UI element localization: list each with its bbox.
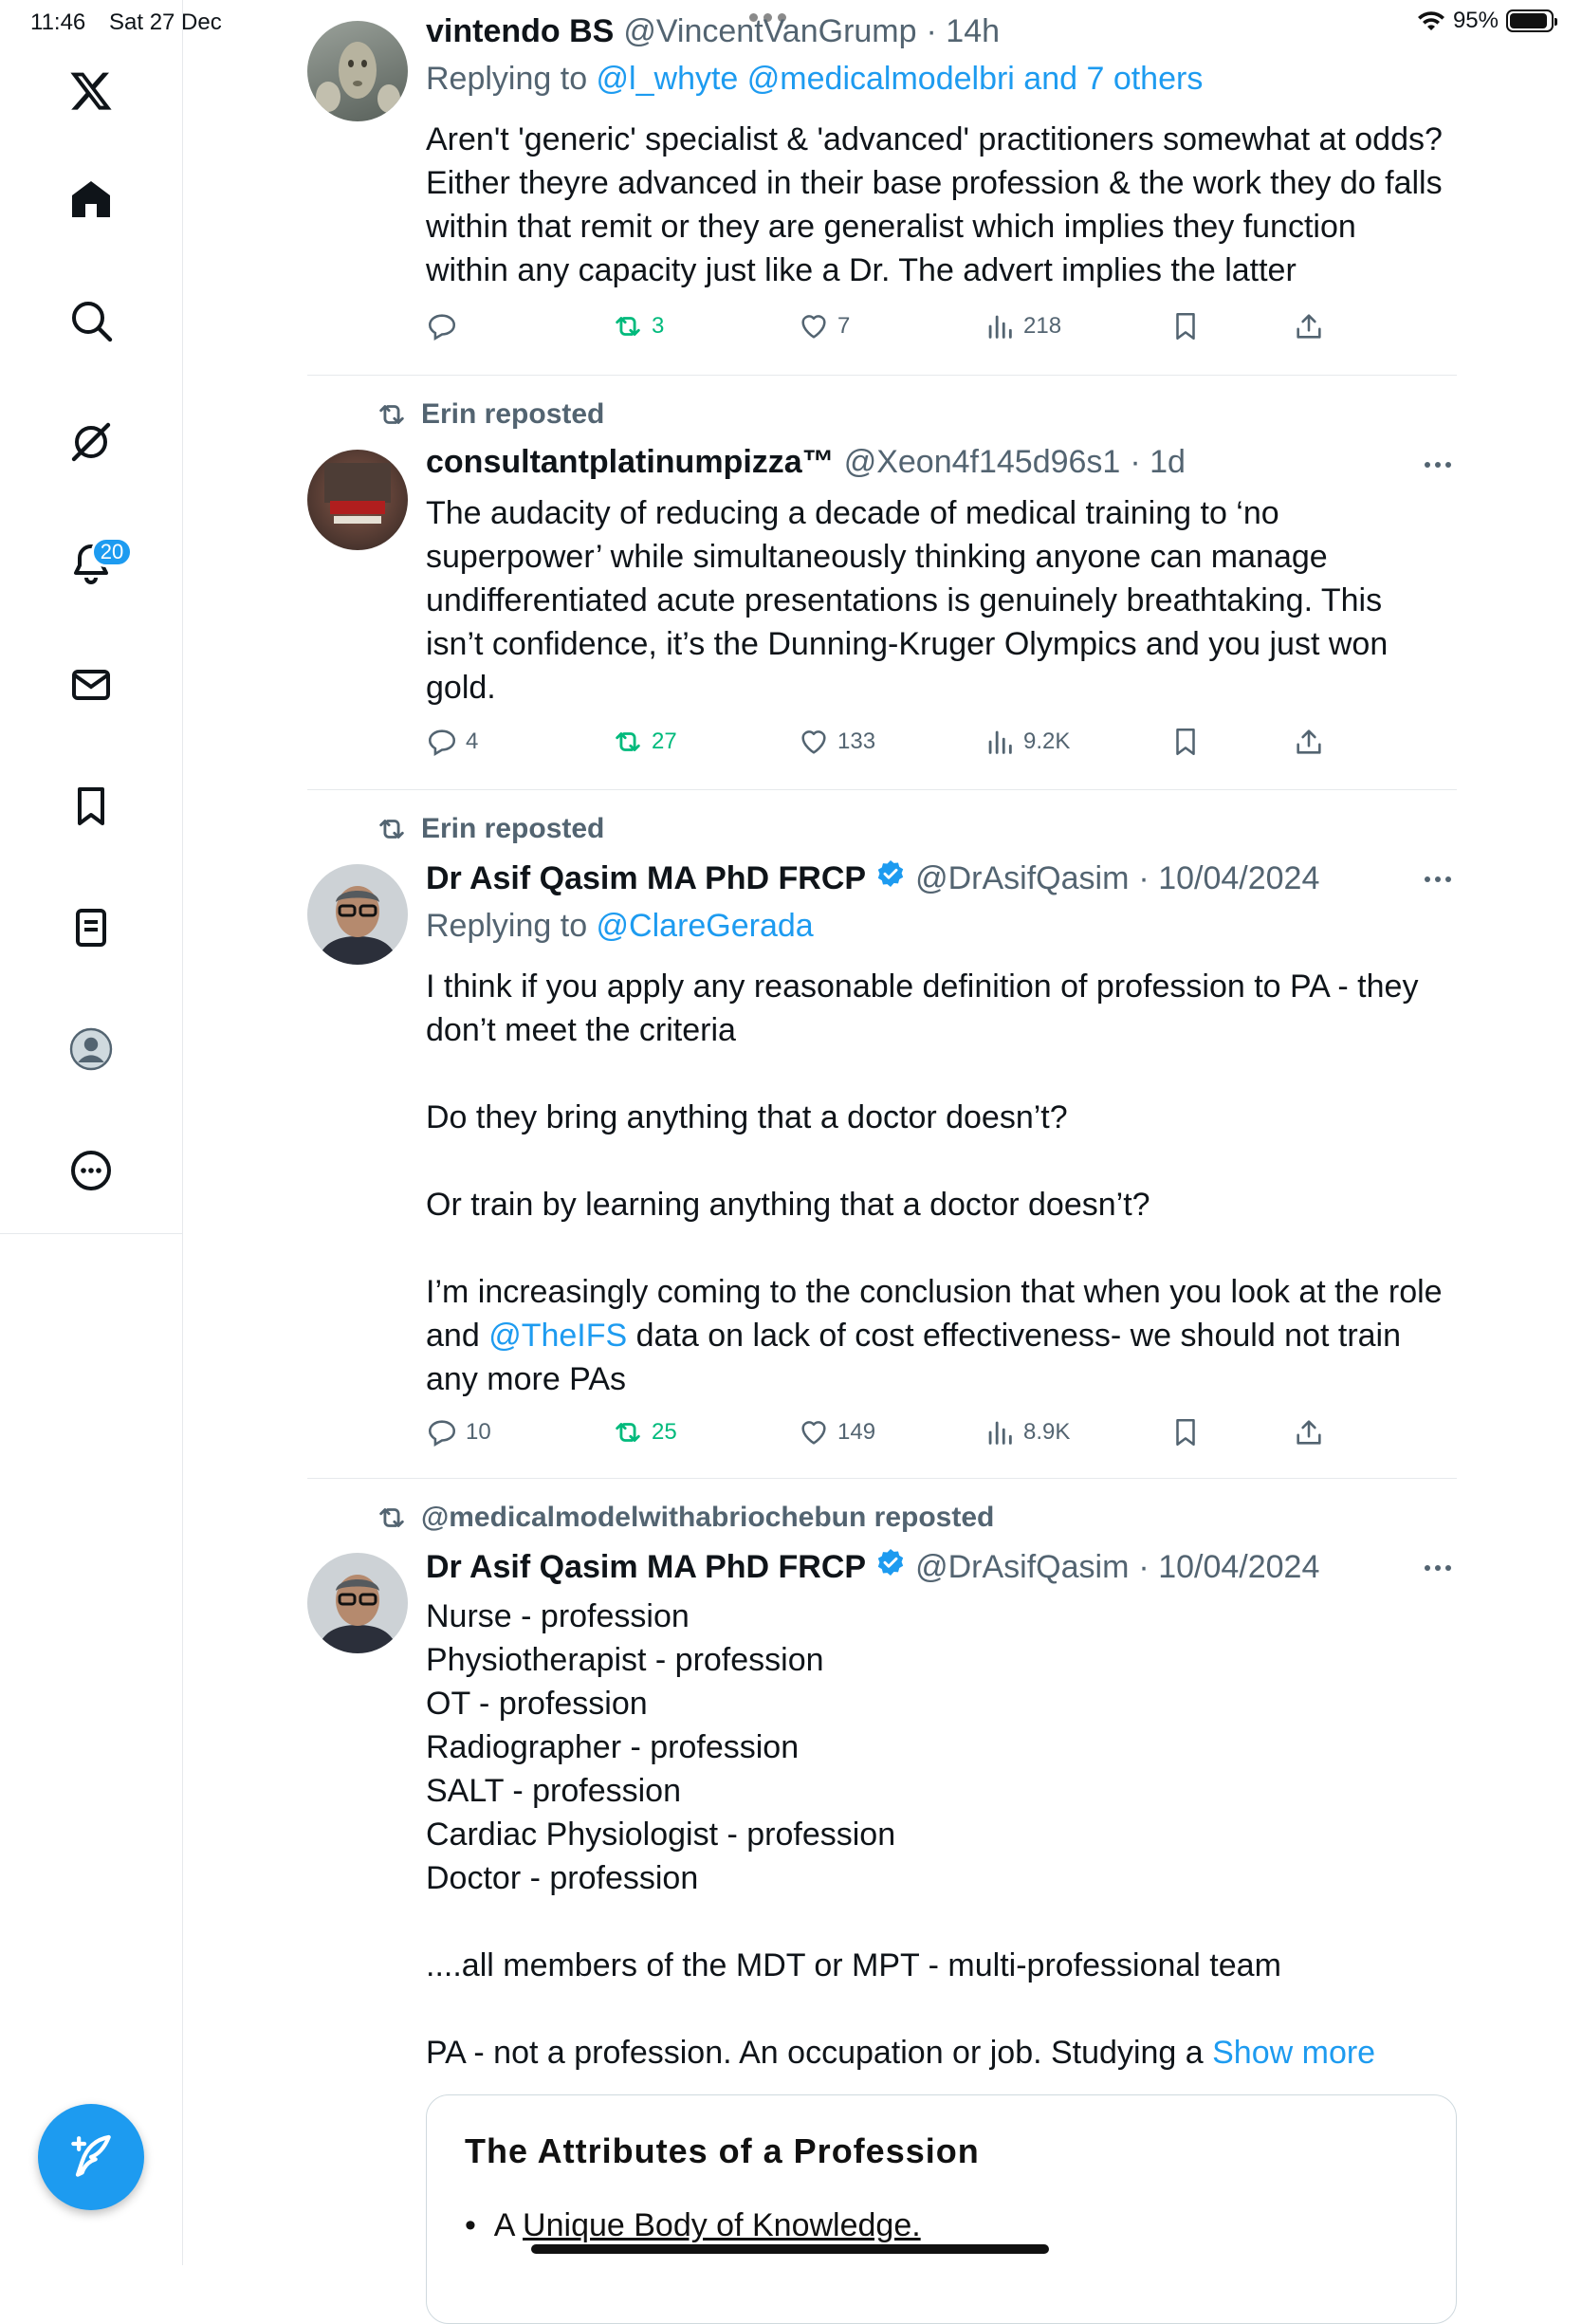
tweet-text-line <box>426 1314 1455 1357</box>
views-icon <box>984 726 1016 758</box>
tweet-text <box>426 965 1455 1401</box>
tweet-text-line: isn’t confidence, it’s the Dunning-Kruger Olympics and you just won <box>426 626 1389 662</box>
repost-icon <box>612 726 644 758</box>
tweet-text-line: I think if you apply any reasonable definition of profession to PA - they <box>426 968 1419 1005</box>
share-icon <box>1293 726 1325 758</box>
like-button[interactable] <box>798 721 875 763</box>
author-handle[interactable]: @DrAsifQasim <box>915 1549 1130 1585</box>
like-count: 149 <box>837 1419 876 1445</box>
share-button[interactable] <box>1293 305 1325 347</box>
lists-icon[interactable] <box>47 884 135 971</box>
heart-icon <box>798 726 830 758</box>
bookmark-button[interactable] <box>1169 305 1202 347</box>
tweet-text-line: Doctor - profession <box>426 1860 699 1896</box>
profile-icon[interactable] <box>47 1005 135 1093</box>
search-icon[interactable] <box>47 277 135 364</box>
tweet-divider <box>307 375 1457 376</box>
tweet-text-line: don’t meet the criteria <box>426 1012 736 1048</box>
tweet-text-line: Or train by learning anything that a doctor doesn’t? <box>426 1187 1150 1223</box>
bookmarks-icon[interactable] <box>47 763 135 850</box>
tweet-text-line: superpower’ while simultaneously thinking anyone can manage <box>426 539 1328 575</box>
card-bullet-text: Unique Body of Knowledge. <box>523 2207 921 2243</box>
like-count: 7 <box>837 313 851 339</box>
repost-label[interactable]: Erin reposted <box>421 398 605 430</box>
compose-post-icon <box>64 2130 118 2184</box>
repost-label[interactable]: Erin reposted <box>421 813 605 844</box>
card-title: The Attributes of a Profession <box>465 2131 980 2170</box>
repost-icon <box>376 1502 408 1534</box>
tweet-text-line: Physiotherapist - profession <box>426 1642 824 1678</box>
notifications-badge: 20 <box>91 537 133 567</box>
home-icon[interactable] <box>47 156 135 243</box>
avatar[interactable] <box>307 864 408 965</box>
more-icon[interactable] <box>47 1127 135 1214</box>
author-handle[interactable]: @DrAsifQasim <box>915 860 1130 896</box>
tweet-text-line: Do they bring anything that a doctor doesn’t? <box>426 1099 1068 1135</box>
bookmark-icon <box>1169 1416 1202 1448</box>
repost-context <box>376 1502 994 1534</box>
tweet-text-segment: and <box>426 1318 489 1354</box>
repost-button[interactable] <box>612 721 677 763</box>
bookmark-button[interactable] <box>1169 1411 1202 1453</box>
views-icon <box>984 310 1016 342</box>
tweet-text-line: Aren't 'generic' specialist & 'advanced' practitioners somewhat at odds? <box>426 121 1443 157</box>
wifi-icon <box>1417 9 1445 32</box>
avatar[interactable] <box>307 21 408 121</box>
share-icon <box>1293 1416 1325 1448</box>
tweet-text-line: Nurse - profession <box>426 1598 690 1634</box>
author-name[interactable]: Dr Asif Qasim MA PhD FRCP <box>426 1549 867 1585</box>
verified-badge-icon <box>875 858 906 889</box>
sidebar-divider <box>0 1233 182 1234</box>
compose-post-button[interactable] <box>38 2104 144 2210</box>
battery-percent: 95% <box>1452 8 1499 33</box>
tweet-actions <box>426 721 1455 763</box>
tweet-text-line: any more PAs <box>426 1361 627 1397</box>
tweet-text-line: within that remit or they are generalist which implies they function <box>426 209 1356 245</box>
tweet-text-segment: PA - not a profession. An occupation or job. Studying a <box>426 2035 1213 2071</box>
avatar[interactable] <box>307 1553 408 1653</box>
tweet-divider <box>307 789 1457 790</box>
replying-to-link[interactable]: @l_whyte @medicalmodelbri and 7 others <box>596 61 1204 97</box>
card-bullet: • A Unique Body of Knowledge. <box>465 2207 921 2243</box>
view-count: 9.2K <box>1023 729 1071 754</box>
views-button[interactable] <box>984 1411 1070 1453</box>
reply-button[interactable] <box>426 305 466 347</box>
share-icon <box>1293 310 1325 342</box>
show-more-link[interactable]: Show more <box>1212 2035 1376 2071</box>
tweet-time[interactable]: · 10/04/2024 <box>1138 1549 1320 1585</box>
tweet[interactable] <box>307 1479 1457 2265</box>
tweet-time[interactable]: · 14h <box>926 13 1001 49</box>
view-count: 8.9K <box>1023 1419 1071 1445</box>
repost-context <box>376 398 604 431</box>
repost-count: 3 <box>652 313 665 339</box>
heart-icon <box>798 310 830 342</box>
reply-icon <box>426 1416 458 1448</box>
replying-to <box>426 61 1203 98</box>
battery-icon <box>1506 9 1554 32</box>
bookmark-icon <box>1169 310 1202 342</box>
x-logo-icon[interactable] <box>47 47 135 135</box>
repost-button[interactable] <box>612 1411 677 1453</box>
status-time: 11:46 <box>30 9 86 35</box>
author-name[interactable]: vintendo BS <box>426 13 615 49</box>
heart-icon <box>798 1416 830 1448</box>
mention-link[interactable]: @TheIFS <box>488 1318 628 1354</box>
replying-to-label: Replying to <box>426 908 597 944</box>
tweet-text-line: OT - profession <box>426 1686 648 1722</box>
views-button[interactable] <box>984 721 1070 763</box>
tweet-text-line: Either theyre advanced in their base profession & the work they do falls <box>426 165 1443 201</box>
tweet-text-line: SALT - profession <box>426 1773 681 1809</box>
repost-icon <box>612 310 644 342</box>
tweet-text-line: I’m increasingly coming to the conclusion that when you look at the role <box>426 1274 1443 1310</box>
tweet-text-line: Cardiac Physiologist - profession <box>426 1817 896 1853</box>
reply-button[interactable] <box>426 1411 491 1453</box>
tweet-text <box>426 118 1455 292</box>
more-options-icon[interactable] <box>1419 455 1457 474</box>
reply-count: 4 <box>466 729 479 754</box>
reply-icon <box>426 726 458 758</box>
replying-to <box>426 908 814 945</box>
like-count: 133 <box>837 729 876 754</box>
image-card[interactable] <box>426 2094 1457 2324</box>
repost-button[interactable] <box>612 305 664 347</box>
tweet-text <box>426 1595 1455 2075</box>
tweet-text-segment: data on lack of cost effectiveness- we should not train <box>627 1318 1402 1354</box>
author-name[interactable]: Dr Asif Qasim MA PhD FRCP <box>426 860 867 896</box>
avatar[interactable] <box>307 450 408 550</box>
tweet-text-line: ....all members of the MDT or MPT - multi-professional team <box>426 1947 1281 1983</box>
grok-icon[interactable] <box>47 398 135 486</box>
author-handle[interactable]: @VincentVanGrump <box>623 13 917 49</box>
notifications-icon[interactable] <box>47 520 135 607</box>
repost-count: 25 <box>652 1419 677 1445</box>
author-name[interactable]: consultantplatinumpizza™ <box>426 444 835 480</box>
tweet-text-line <box>426 2031 1455 2075</box>
view-count: 218 <box>1023 313 1062 339</box>
tweet-text-line: gold. <box>426 670 496 706</box>
tweet-text <box>426 491 1455 710</box>
bookmark-button[interactable] <box>1169 721 1202 763</box>
status-right <box>1417 8 1554 34</box>
bookmark-icon <box>1169 726 1202 758</box>
tweet-text-line: within any capacity just like a Dr. The advert implies the latter <box>426 252 1297 288</box>
repost-icon <box>376 398 408 431</box>
like-button[interactable] <box>798 305 850 347</box>
views-button[interactable] <box>984 305 1061 347</box>
tweet-text-line: Radiographer - profession <box>426 1729 800 1765</box>
messages-icon[interactable] <box>47 641 135 729</box>
more-options-icon[interactable] <box>1419 870 1457 889</box>
repost-icon <box>376 813 408 845</box>
sidebar <box>0 0 183 2265</box>
tweet-time[interactable]: · 10/04/2024 <box>1138 860 1320 896</box>
share-button[interactable] <box>1293 1411 1325 1453</box>
more-options-icon[interactable] <box>1419 1559 1457 1577</box>
verified-badge-icon <box>875 1547 906 1577</box>
repost-count: 27 <box>652 729 677 754</box>
reply-icon <box>426 310 458 342</box>
repost-icon <box>612 1416 644 1448</box>
replying-to-link[interactable]: @ClareGerada <box>596 908 814 944</box>
status-date: Sat 27 Dec <box>109 9 222 35</box>
tweet-actions <box>426 1411 1455 1453</box>
reply-count: 10 <box>466 1419 491 1445</box>
reply-button[interactable] <box>426 721 478 763</box>
tweet-text-line: undifferentiated acute presentations is genuinely breathtaking. This <box>426 582 1383 618</box>
card-bullet-prefix: A <box>493 2207 524 2243</box>
views-icon <box>984 1416 1016 1448</box>
home-indicator[interactable] <box>531 2244 1049 2254</box>
tweet-actions <box>426 305 1455 347</box>
share-button[interactable] <box>1293 721 1325 763</box>
author-handle[interactable]: @Xeon4f145d96s1 <box>843 444 1121 480</box>
tweet-text-line: The audacity of reducing a decade of medical training to ‘no <box>426 495 1279 531</box>
like-button[interactable] <box>798 1411 875 1453</box>
tweet-time[interactable]: · 1d <box>1130 444 1186 480</box>
replying-to-label: Replying to <box>426 61 597 97</box>
repost-label[interactable]: @medicalmodelwithabriochebun reposted <box>421 1502 995 1533</box>
repost-context <box>376 813 604 845</box>
